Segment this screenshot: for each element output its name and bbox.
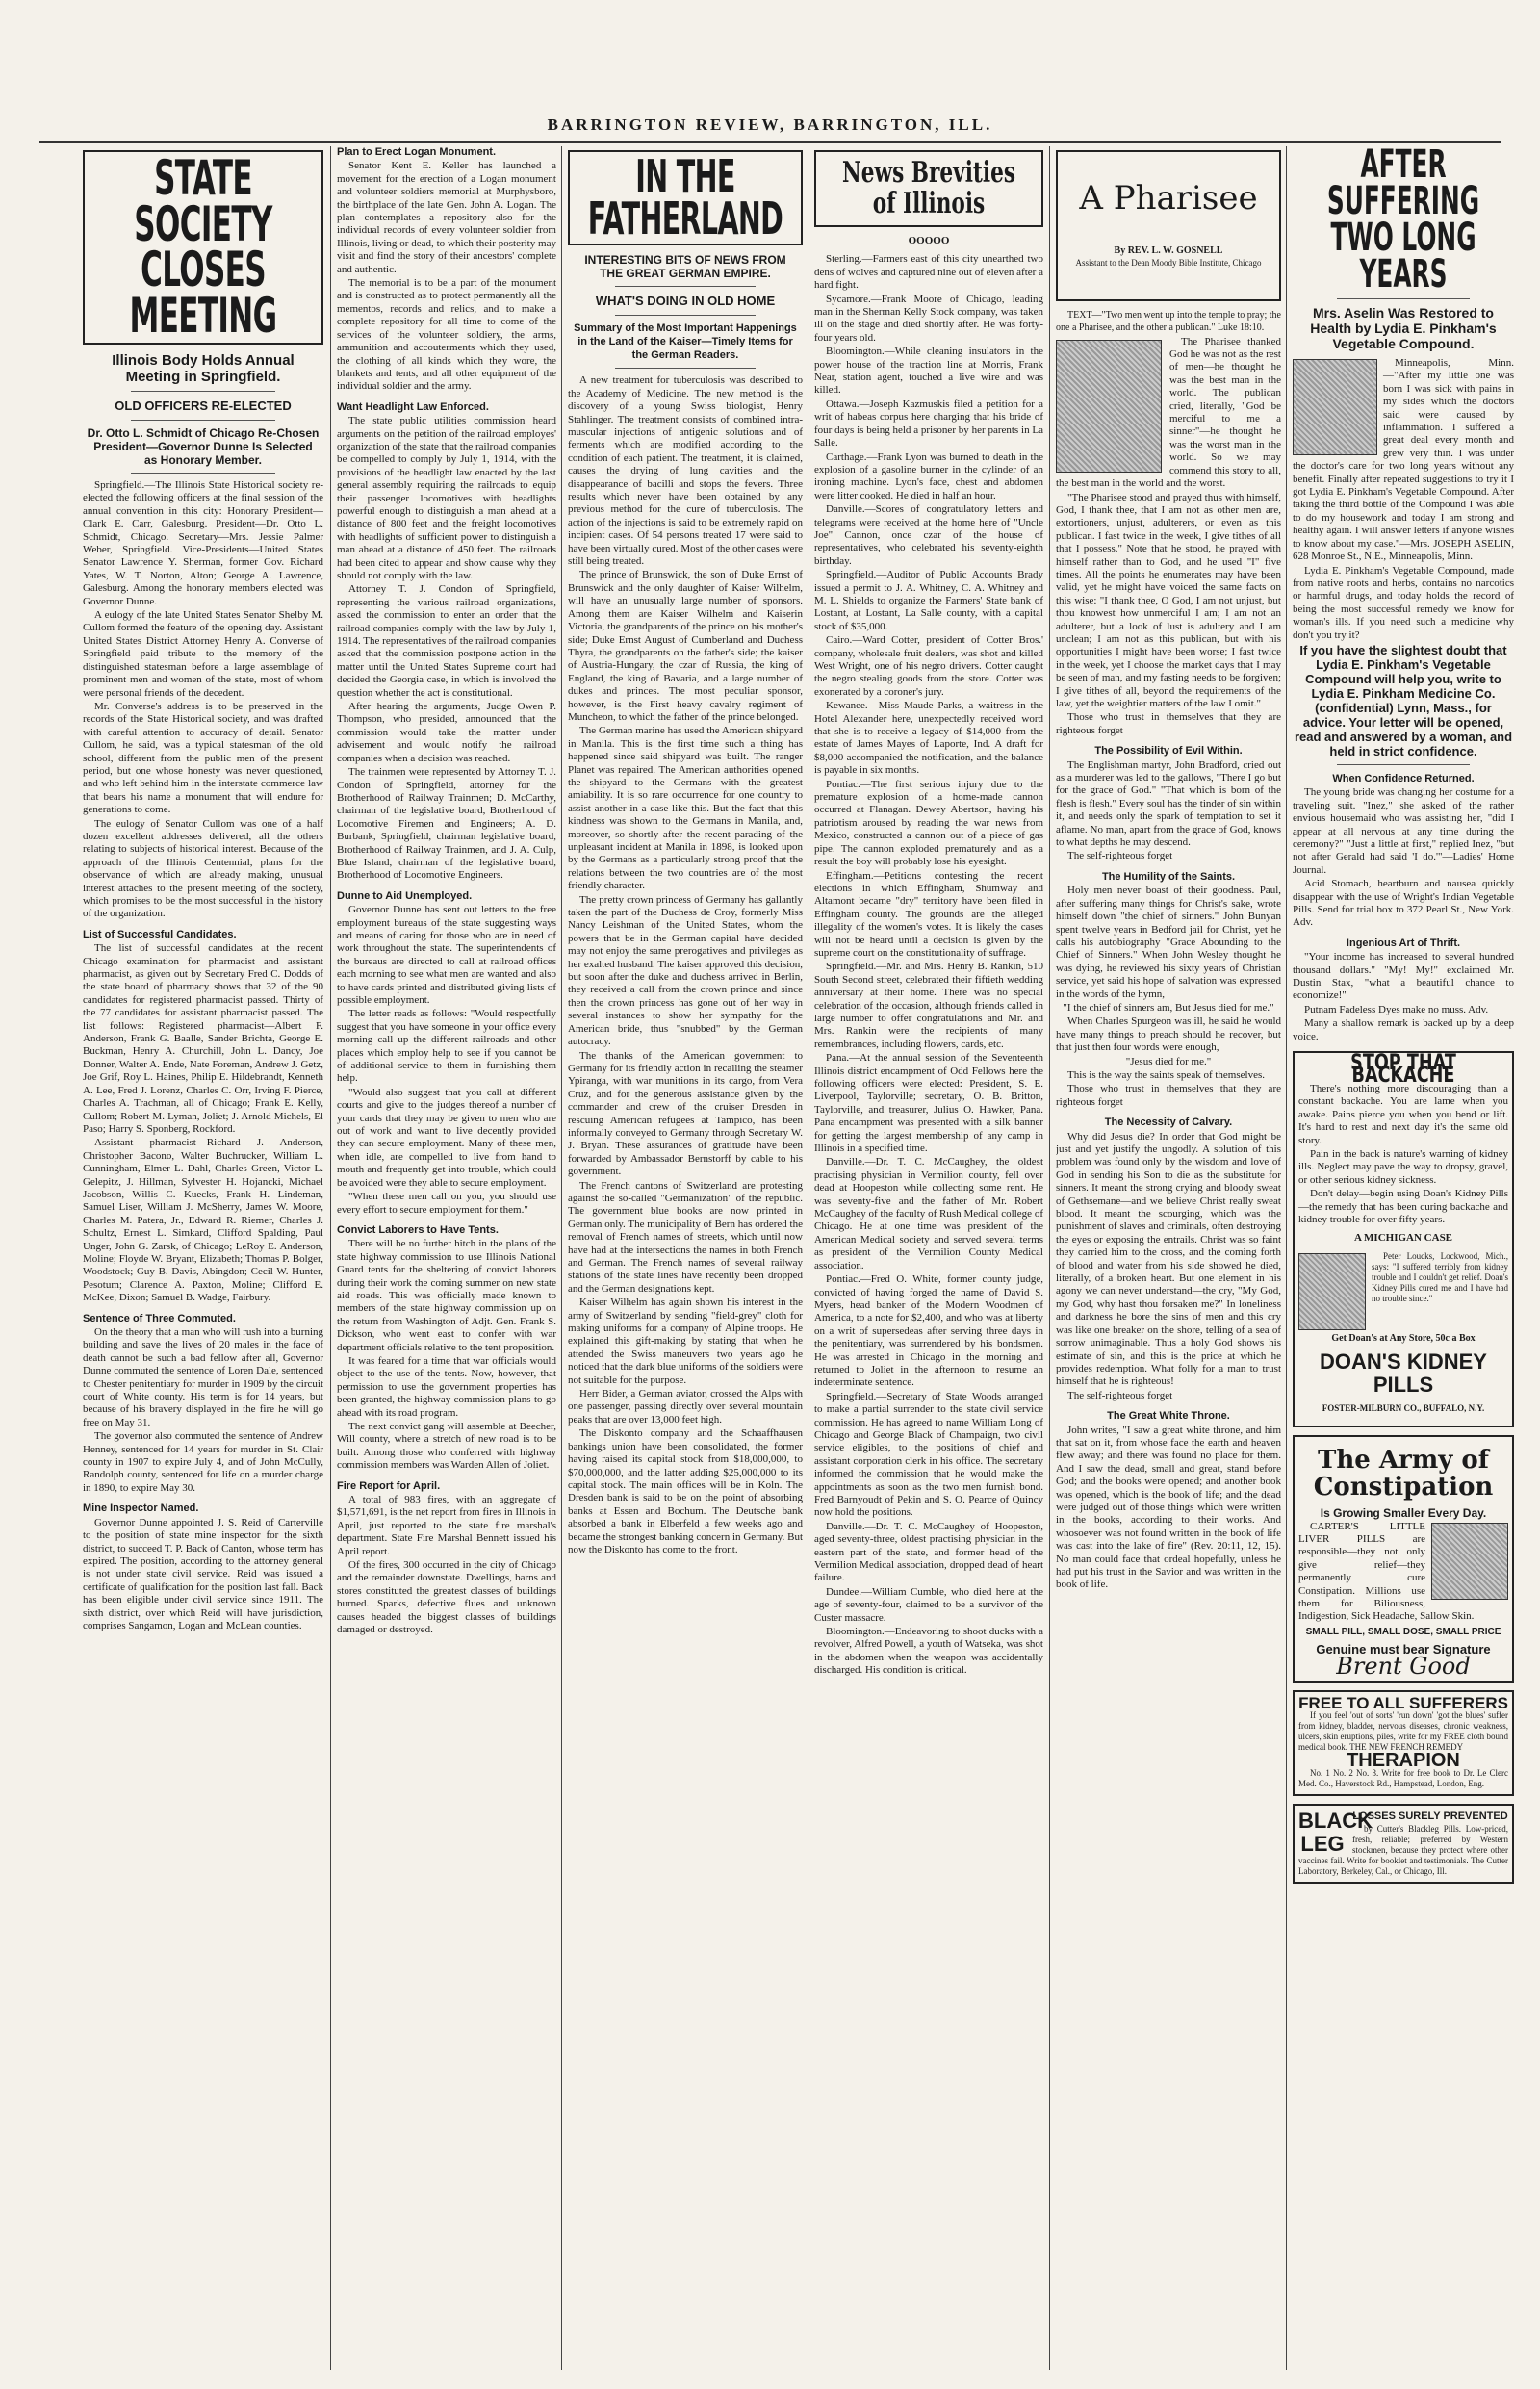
paragraph: Springfield.—Auditor of Public Accounts Brady issued a permit to J. A. Whitney, C. A. Whitney and M. L. Shields to organize the Farmers' State bank of Lostant, at Lostant, La Salle county, with a capital stock of $35,000. (814, 569, 1043, 632)
paragraph: No. 1 No. 2 No. 3. Write for free book to Dr. Le Clerc Med. Co., Haverstock Rd., Hampstead, London, Eng. (1298, 1768, 1508, 1789)
paragraph: Herr Bider, a German aviator, crossed the Alps with one passenger, passing directly over several mountain peaks that are over 13,000 feet high. (568, 1388, 803, 1426)
paragraph: After hearing the arguments, Judge Owen P. Thompson, who presided, announced that the commission would take the matter under advisement and would notify the railroad companies when a decision was reached. (337, 701, 556, 764)
quote: "I the chief of sinners am, But Jesus died for me." (1063, 1001, 1274, 1014)
divider (131, 391, 275, 392)
ad-bold-text: Genuine must bear Signature (1316, 1641, 1491, 1657)
paragraph: The German marine has used the American shipyard in Manila. This is the first time such a thing has happened since said shipyard was built. The ranger Planet was repaired. The American authorities opened the shipyard to the Germans with the greatest amiability. It is so rare occurrence for one country to assist another in a case like this. But the fact that this kindness was shown to the Germans in Manila, and, moreover, so shortly after the recent parading of the unpleasant incident at Manila in 1898, is looked upon by the Germans as a particularly strong proof that the relations between the two countries are of the most friendly character. (568, 725, 803, 892)
paragraph: The Pharisee thanked God he was not as the rest of men—he thought he was the best man in the world. The publican cried, literally, "God be merciful to me a sinner"—he thought he was the worst man in the world. So we may commend this story to all, the best man in the world and the worst. (1056, 335, 1281, 490)
paragraph: The state public utilities commission heard arguments on the petition of the railroad employes' organization of the state that the railroad companies be compelled to comply by July 1, 1914, with the provisions of the headlight law enacted by the last general assembly requiring the railroads to equip their passenger locomotives with headlights powerful enough to distinguish a man ahead at a distance of 800 feet and the freight locomotives with headlights of sufficient power to distinguish a man ahead at a distance of 450 feet. The railroads had been cited to appear and show cause why they should not comply with the law. (337, 415, 556, 581)
paragraph: Danville.—Dr. T. C. McCaughey of Hoopeston, aged seventy-three, oldest practising physician in the eastern part of the state, and former head of the Vermilion Medical association, dropped dead of heart failure. (814, 1520, 1043, 1584)
byline: By REV. L. W. GOSNELL (1114, 245, 1223, 256)
paragraph: Springfield.—Secretary of State Woods arranged to make a partial surrender to the state civil service commission. He has agreed to name William Long of Chicago and George Black of Champaign, two civil service eligibles, to the positions of chief and assistant corporation clerk in his office. The secretary informed the commission that he would make the appointments as soon as the two men furnish bond. Fred Barnyoudt of Pekin and S. O. Pearce of Quincy now hold the positions. (814, 1390, 1043, 1519)
paragraph: Kaiser Wilhelm has again shown his interest in the army of Switzerland by sending "field-grey" cloth for making uniforms for a company of Alpine troops. He explained this gift-making by stating that when he attended the Swiss maneuvers two years ago he noticed that the dark blue uniforms of the soldiers were not suitable for the purpose. (568, 1297, 803, 1386)
masthead: BARRINGTON REVIEW, BARRINGTON, ILL. (547, 116, 993, 134)
divider (615, 315, 756, 316)
deck: INTERESTING BITS OF NEWS FROM THE GREAT GERMAN EMPIRE. (584, 253, 786, 281)
ad-doans (1293, 1051, 1514, 1427)
column-rule (330, 146, 331, 2370)
paragraph: "Would also suggest that you call at different courts and give to the judges thereof a number of your cards that they may be given to men who are out of work and want to live decently provided they can secure employment. Many of these men, when idle, are compelled to live from hand to mouth and frequently get into trouble, which could be avoided were they able to secure employment. (337, 1086, 556, 1189)
text-verse: TEXT—"Two men went up into the temple to pray; the one a Pharisee, and the other a publican." Luke 18:10. (1056, 309, 1281, 334)
paragraph: The Diskonto company and the Schaaffhausen bankings union have been consolidated, the former having raised its capital stock from $18,000,000, to $70,000,000, and the latter adding $25,000,000 to its capital stock. The main offices will be in Koln. The Dresden bank is said to be on the point of absorbing banks at Essen and Bochum. The Deutsche bank absorbed a bank in Elberfeld a few weeks ago and became the strongest banking concern in Germany. But now the Diskonto has come to the front. (568, 1427, 803, 1555)
divider (1337, 298, 1470, 299)
subhead: The Great White Throne. (1107, 1410, 1230, 1423)
ornament: OOOOO (908, 235, 950, 246)
divider (615, 368, 756, 369)
ad-footer: FOSTER-MILBURN CO., BUFFALO, N.Y. (1322, 1403, 1485, 1414)
subhead: Fire Report for April. (337, 1479, 441, 1492)
paragraph: Many a shallow remark is backed up by a deep voice. (1293, 1017, 1514, 1042)
paragraph: If you feel 'out of sorts' 'run down' 'got the blues' suffer from kidney, bladder, nervous diseases, chronic weakness, ulcers, skin eruptions, piles, write for my FREE cloth bound medical book. THE NEW FRENCH REMEDY (1298, 1710, 1508, 1753)
deck: Illinois Body Holds Annual Meeting in Springfield. (112, 352, 295, 385)
headline-box (83, 150, 323, 345)
column-advertisements (1293, 146, 1514, 2370)
headline-news-brevities: News Brevities of Illinois (842, 156, 1015, 220)
deck: Summary of the Most Important Happenings in the Land of the Kaiser—Timely Items for the German Readers. (574, 322, 797, 362)
paragraph: Carthage.—Frank Lyon was burned to death in the explosion of a gasoline burner in the cylinder of an ironing machine. Lyon's face, chest and abdomen were litter cooked. He died in half an hour. (814, 450, 1043, 501)
paragraph: Dundee.—William Cumble, who died here at the age of seventy-four, claimed to be a survivor of the Custer massacre. (814, 1585, 1043, 1624)
divider (131, 420, 275, 421)
paragraph: Sterling.—Farmers east of this city unearthed two dens of wolves and captured nine out of eleven after a hard fight. (814, 253, 1043, 292)
deck: WHAT'S DOING IN OLD HOME (595, 294, 776, 309)
paragraph: Holy men never boast of their goodness. Paul, after suffering many things for Christ's sake, wrote himself down "the chief of sinners." John Bunyan spent twelve years in Bedford jail for Christ, yet he calls his autobiography "Grace Abounding to the Chief of Sinners." When John Wesley thought he was dying, he reviewed his sixty years of Christian service, yet said his hope of salvation was expressed in the words of the hymn, (1056, 885, 1281, 1000)
ad-brand-doans: DOAN'S KIDNEY PILLS (1320, 1349, 1487, 1398)
subhead: Dunne to Aid Unemployed. (337, 889, 473, 902)
byline-affiliation: Assistant to the Dean Moody Bible Institute, Chicago (1075, 258, 1262, 269)
paragraph: The list of successful candidates at the recent Chicago examination for pharmacist and assistant pharmacist, as given out by Secretary Fred C. Dodds of the state board of pharmacy shows that 32 of the 90 candidates for registered pharmacist passed. Thirty of the 77 candidates for assistant pharmacist passed. The list follows: Registered pharmacist—Albert F. Anderson, Frank G. Baalle, Sander Brichta, George E. Buckman, Henry A. Churchill, John L. Dancy, Joe Donner, Walter A. Ende, Nate Foreman, Andrew J. Getz, Joe Grif, Roy L. Haines, Philip E. Hildebrandt, Kenneth A. Lee, Fred J. Lorenz, Charles C. Orr, Irving F. Pierce, Charles A. Trachman, all of Chicago; Frank E. Kelly, Cullom; Robert M. Lyman, Joliet; J. Arnold Michels, El Paso; Harry S. Sponberg, Rockford. (83, 942, 323, 1135)
paragraph: The self-righteous forget (1067, 850, 1173, 862)
paragraph: "When these men call on you, you should use every effort to secure employment for them." (337, 1191, 556, 1216)
paragraph: Bloomington.—While cleaning insulators in the power house of the traction line at Morris, Frank Near, station agent, touched a live wire and was killed. (814, 346, 1043, 397)
paragraph: When Charles Spurgeon was ill, he said he would have many things to preach should he recover, but that just then four words were enough, (1056, 1015, 1281, 1054)
paragraph: Don't delay—begin using Doan's Kidney Pills—the remedy that has been curing backache and kidney trouble for over fifty years. (1298, 1188, 1508, 1225)
paragraph: The prince of Brunswick, the son of Duke Ernst of Brunswick and the only daughter of Kaiser Wilhelm, will have an unusually large number of sponsors. Among them are Kaiser Wilhelm and Kaiserin Victoria, the grandparents of the prince on his mother's side; Duke Ernst August of Cumberland and Duchess Thyra, the grandparents on the father's side; the kaiser of Austria-Hungary, the czar of Russia, the king of England, the king of Bavaria, and a large number of dukes and princes. The most peculiar sponsor, however, is the First heavy cavalry regiment of Muncheon, to which the father of the prince belonged. (568, 569, 803, 723)
subhead: Mine Inspector Named. (83, 1503, 199, 1515)
paragraph: The Englishman martyr, John Bradford, cried out as a murderer was led to the gallows, "There I go but for the grace of God." "That which is born of the flesh is flesh." Every soul has the tinder of sin within it, and needs only the spark of temptation to set it aflame. No man, apart from the grace of God, knows to what depths he may descend. (1056, 758, 1281, 849)
paragraph: Effingham.—Petitions contesting the recent elections in which Effingham, Shumway and Altamont became "dry" territory have been filed in Effingham county. The grounds are the alleged illegality of the women's votes. It is likely the cases will not be heard until a decision is given by the supreme court on the constitutionality of suffrage. (814, 869, 1043, 959)
ad-headline-army: The Army of Constipation (1313, 1445, 1494, 1502)
ad-carters (1293, 1435, 1514, 1683)
column-sermon (1056, 146, 1281, 2370)
ad-bold-text: If you have the slightest doubt that Lydia E. Pinkham's Vegetable Compound will help you, write to Lydia E. Pinkham Medicine Co. (confidential) Lynn, Mass., for advice. Your letter will be opened, read and answered by a woman, and held in strict confidence. (1294, 642, 1513, 758)
subhead: Plan to Erect Logan Monument. (337, 146, 497, 158)
paragraph: Peter Loucks, Lockwood, Mich., says: "I suffered terribly from kidney trouble and I couldn't get relief. Doan's Kidney Pills cured me and I have had no trouble since." (1372, 1250, 1508, 1303)
paragraph: Of the fires, 300 occurred in the city of Chicago and the remainder downstate. Dwellings, barns and stores constituted the greatest classes of buildings burned. Sparks, defective flues and unknown causes headed the biggest classes of buildings damaged or destroyed. (337, 1559, 556, 1636)
deck: OLD OFFICERS RE-ELECTED (115, 398, 292, 413)
divider (131, 473, 275, 474)
paragraph: Pain in the back is nature's warning of kidney ills. Neglect may pave the way to dropsy, gravel, or other serious kidney sickness. (1298, 1147, 1508, 1186)
paragraph: The young bride was changing her costume for a traveling suit. "Inez," she asked of the rather envious housemaid who was assisting her, "did I appear at all nervous at any time during the ceremony?" "Just a little at first," replied Inez, "but not after Gerald had said 'I do.'"—Ladies' Home Journal. (1293, 786, 1514, 876)
ad-headline-backache: STOP THAT BACKACHE (1350, 1051, 1456, 1089)
paragraph: CARTER'S LITTLE LIVER PILLS are responsible—they not only give relief—they permanently cure Constipation. Millions use them for Biliousness, Indigestion, Sick Headache, Sallow Skin. (1298, 1520, 1475, 1623)
paragraph: Cairo.—Ward Cotter, president of Cotter Bros.' company, wholesale fruit dealers, was shot and killed West Wright, one of his negro drivers. Cotter caught the negro stealing goods from the store. Cotter was exonerated by a coroner's jury. (814, 634, 1043, 698)
paragraph: Putnam Fadeless Dyes make no muss. Adv. (1304, 1003, 1489, 1015)
headline-fatherland: IN THE FATHERLAND (587, 150, 783, 244)
paragraph: Springfield.—Mr. and Mrs. Henry B. Rankin, 510 South Second street, celebrated their fiftieth wedding anniversary at their home. There was no special celebration of the occasion, although friends called in large number to offer congratulations and Mr. and Mrs. Rankin were the recipients of many remembrances, including flowers, cards, etc. (814, 961, 1043, 1050)
paragraph: The thanks of the American government to Germany for its friendly action in recalling the steamer Ypiranga, with war munitions in its cargo, from Vera Cruz, and for the generous assistance given by the commander and crew of the cruiser Dresden in rescuing American refugees at Tampico, has been informally conveyed to Germany through Secretary W. J. Bryan. These assurances of gratitude have been forwarded by Ambassador Bernstorff by cable to his government. (568, 1049, 803, 1178)
column-rule (1049, 146, 1050, 2370)
ad-illustration (1431, 1523, 1508, 1600)
subhead: Ingenious Art of Thrift. (1346, 937, 1461, 949)
paragraph: The French cantons of Switzerland are protesting against the so-called "Germanization" of the republic. The government blue books are now printed in German only. The municipality of Bern has ordered the removal of French names of streets, which until now have had at the intersections the names in both French and German. The French names of several railway stations of the state lines have recently been dropped and the German designations kept. (568, 1179, 803, 1295)
paragraph: Danville.—Dr. T. C. McCaughey, the oldest practising physician in Vermilion county, fell over dead at Hoopeston while collecting some rent. He was seventy-five and the father of Mr. Robert McCaughey of the faculty of Rush Medical college of Chicago. He at one time was president of the American Medical society and served several terms as president of the Vermilion County Medical association. (814, 1156, 1043, 1272)
paragraph: "Your income has increased to several hundred thousand dollars." "My! My!" exclaimed Mr. Dustin Stax, "what a beautiful chance to economize!" (1293, 951, 1514, 1002)
subhead: Want Headlight Law Enforced. (337, 400, 489, 413)
paragraph: The self-righteous forget (1067, 1389, 1173, 1401)
paragraph: Those who trust in themselves that they are righteous forget (1056, 1083, 1281, 1108)
paragraph: Pontiac.—The first serious injury due to the premature explosion of a home-made cannon occurred at Flanagan. Dewey Abertson, having his patriotism aroused by reading the war news from Mexico, constructed a cannon out of a piece of gas pipe. The cannon exploded prematurely and as a result the boy will probably lose his eyesight. (814, 778, 1043, 868)
divider (1337, 764, 1470, 765)
paragraph: Acid Stomach, heartburn and nausea quickly disappear with the use of Wright's Indian Vegetable Pills. Send for trial box to 372 Pearl St., New York. Adv. (1293, 878, 1514, 929)
headline-state-society: STATE SOCIETY CLOSES MEETING (129, 150, 277, 344)
paragraph: A total of 983 fires, with an aggregate of $1,571,691, is the net report from fires in Illinois in April, just reported to the state fire marshal's department. State Fire Marshal Bennett issued his April report. (337, 1494, 556, 1557)
masthead-rule (38, 141, 1502, 143)
paragraph: Sycamore.—Frank Moore of Chicago, leading man in the Sherman Kelly Stock company, was taken ill on the stage and died shortly after. He was forty-four years old. (814, 293, 1043, 344)
column-rule (1286, 146, 1287, 2370)
ad-subhead: LOSSES SURELY PREVENTED (1352, 1811, 1508, 1823)
paragraph: The pretty crown princess of Germany has gallantly taken the part of the Duchess de Croy, formerly Miss Nancy Leishman of the United States, whom the powers that be in the German capital have decided may not enjoy the same prerogatives and privileges as her exalted husband. The kaiser approved this decision, but soon after the duke and duchess arrived in Berlin, they received a call from the crown prince and since then the crown princess has gone out of her way in several instances to show her sympathy for the American bride, thus "snubbed" by the German autocracy. (568, 893, 803, 1048)
paragraph: The next convict gang will assemble at Beecher, Will county, where a stretch of new road is to be built. Among those who conferred with highway commission members was Warden Allen of Joliet. (337, 1421, 556, 1472)
headline-box (814, 150, 1043, 227)
paragraph: There's nothing more discouraging than a constant backache. You are lame when you awake. Pains pierce you when you bend or lift. It's hard to rest and next day it's the same old story. (1298, 1082, 1508, 1146)
ad-signature: Brent Good (1336, 1652, 1471, 1680)
paragraph: Governor Dunne has sent out letters to the free employment bureaus of the state suggesting ways and means of caring for those who are in need of work throughout the state. The superintendents of the bureaus are directed to call at railroad offices each morning to see what men are wanted and also to have cards printed and distributed giving lists of possible employment. (337, 904, 556, 1006)
paragraph: The governor also commuted the sentence of Andrew Henney, sentenced for 14 years for murder in St. Clair county in 1907 to expire July 4, and of John McCully, Randolph county, sentenced for life on a murder charge in 1890, to expire May 30. (83, 1430, 323, 1494)
paragraph: Governor Dunne appointed J. S. Reid of Carterville to the position of state mine inspector for the sixth district, to succeed T. P. Back of Canton, whose term has expired. The position, according to the attorney general is not under state civil service. Reid was issued a certificate of qualification for the position last fall. Back has been eligible under civil service since 1911. The sixth district, over which Reid will have jurisdiction, comprises Sangamon, Logan and McLean counties. (83, 1516, 323, 1631)
column-fatherland (568, 146, 803, 2370)
portrait-photo (1293, 359, 1377, 455)
column-state-society (83, 146, 323, 2370)
ad-case-title: A MICHIGAN CASE (1353, 1232, 1453, 1245)
column-state-news (337, 146, 556, 2370)
paragraph: Minneapolis, Minn.—"After my little one was born I was sick with pains in my sides which the doctors said were caused by inflammation. I suffered a great deal every month and grew very thin. I was under the doctor's care for two long years without any benefit. Finally after repeated suggestions to try it I got Lydia E. Pinkham's Vegetable Compound. After taking the third bottle of the Compound I was able to do my housework and today I am strong and healthy again. I will answer letters if anyone wishes to know about my case."—Mrs. JOSEPH ASELIN, 628 Monroe St., N.E., Minneapolis, Minn. (1293, 357, 1514, 563)
ad-illustration (1298, 1253, 1366, 1330)
subhead: List of Successful Candidates. (83, 928, 237, 940)
paragraph: Springfield.—The Illinois State Historical society re-elected the following officers at the final session of the annual convention in this city: Honorary President—Clark E. Carr, Galesburg. President—Dr. Otto L. Schmidt, Chicago. Secretary—Mrs. Jessie Palmer Weber, Springfield. Vice-Presidents—United States Senator Lawrence Y. Sherman, former Gov. Richard Yates, W. T. Norton, Alton; George A. Lawrence, Galesburg. Among the honorary members elected was Governor Dunne. (83, 479, 323, 607)
paragraph: Senator Kent E. Keller has launched a movement for the erection of a Logan monument and volunteer soldiers memorial at Murphysboro, the birthplace of the late Gen. John A. Logan. The plan contemplates a repository also for the individual records of every volunteer soldier from Illinois, living or dead, to which their posterity may visit and find the story of their ancestors' complete and authentic. (337, 160, 556, 275)
paragraph: Pana.—At the annual session of the Seventeenth Illinois district encampment of Odd Fellows here the following officers were elected: President, S. E. Liverpool, Taylorville; secretary, O. B. Britton, Taylorville, and treasurer, Julius O. Hawker, Pana. Pana encampment was presented with a silk banner for getting the largest membership of any camp in Illinois in a specified time. (814, 1052, 1043, 1155)
headline-pharisee: A Pharisee (1079, 179, 1258, 218)
quote: "Jesus died for me." (1125, 1055, 1212, 1067)
paragraph: Bloomington.—Endeavoring to shoot ducks with a revolver, Alfred Powell, a youth of Watseka, was shot in the abdomen when the weapon was accidentally discharged. His condition is critical. (814, 1626, 1043, 1677)
paragraph: Kewanee.—Miss Maude Parks, a waitress in the Hotel Alexander here, unexpectedly received word that she is to receive a legacy of $14,000 from the estate of James Mayes of Laporte, Ind. A draft for $8,000 accompanied the notification, and the balance is payable in six months. (814, 700, 1043, 777)
paragraph: There will be no further hitch in the plans of the state highway commission to use Illinois National Guard tents for the sheltering of convict laborers during their work the coming summer on new state aid roads. This was officially made known to members of the state highway commission up on the return from Washington of Adjt. Gen. Frank S. Dickson, who went east to confer with war department officials relative to the tent proposition. (337, 1238, 556, 1353)
paragraph: The letter reads as follows: "Would respectfully suggest that you have someone in your office every morning call up the different railroads and other places which employ help to see if you cannot be of additional service to them in furnishing them help. (337, 1008, 556, 1085)
paragraph: Attorney T. J. Condon of Springfield, representing the various railroad organizations, asked the commission to enter an order that the railroad companies comply with the law by July 1, 1914. The representatives of the railroad companies asked that the commission postpone action in the matter until the United States Supreme court had decided the Georgia case, in which is involved the question whether the act is constitutional. (337, 583, 556, 699)
paragraph: Those who trust in themselves that they are righteous forget (1056, 711, 1281, 736)
paragraph: John writes, "I saw a great white throne, and him that sat on it, from whose face the earth and heaven flew away; and there was found no place for them. And I saw the dead, small and great, stand before God; and the books were opened; and another book was opened, which is the book of life; and the dead were judged out of those things which were written in the books, according to their works. And whosoever was not found written in the book of life was cast into the lake of fire" (Rev. 20:11, 12, 15). No man could face that ordeal hopefully, unless he had put his trust in the Savior and was written in the book of life. (1056, 1424, 1281, 1591)
subhead: When Confidence Returned. (1332, 772, 1475, 784)
subhead: Convict Laborers to Have Tents. (337, 1223, 499, 1236)
ad-therapion (1293, 1690, 1514, 1796)
paragraph: Why did Jesus die? In order that God might be just and yet justify the ungodly. A solution of this problem was found only by the wisdom and love of God in sending his Son to die as the substitute for sinners. It meant the strong crying and bloody sweat of Gethsemane—and we believe Christ really sweat blood. It meant the scourging, which was the punishment of slaves and criminals, often destroying the eyes or exposing the entrails. Christ was so faint they carried him to the cross, and the coming forth of blood and water from his side showed he died, literally, of a broken heart. But one element in his agony we can never understand—the cry, "My God, my God, why hast thou forsaken me?" In loneliness and darkness he bore the sins of men and this cry was like one breaker on the shore, telling of a sea of sorrow unimaginable. Thus a holy God shows his estimate of sin, and this is the price at which he provides redemption. What folly for a man to trust himself that he is righteous! (1056, 1130, 1281, 1388)
subhead: The Humility of the Saints. (1101, 870, 1236, 883)
subhead: The Possibility of Evil Within. (1094, 745, 1243, 758)
paragraph: The eulogy of Senator Cullom was one of a half dozen excellent addresses delivered, all the others relating to subjects of historical interest. Because of the approach of the Illinois Centennial, plans for the observance of which are already making, unusual interest attaches to the present meeting of the society, which promises to be the most successful in the history of the organization. (83, 817, 323, 920)
subhead: The Necessity of Calvary. (1104, 1117, 1233, 1129)
headline-box (568, 150, 803, 245)
ad-headline-blackleg: BLACK LEG (1298, 1809, 1373, 1857)
column-news-brevities (814, 146, 1043, 2370)
paragraph: A eulogy of the late United States Senator Shelby M. Cullom formed the feature of the opening day. Assistant United States District Attorney Henry A. Converse of Springfield paid tribute to the memory of the distinguished statesman before a large assemblage of prominent men and women of the state, most of whom were personal friends of the decedent. (83, 609, 323, 699)
paragraph: Danville.—Scores of congratulatory letters and telegrams were received at the home here of "Uncle Joe" Cannon, once czar of the house of representatives, who celebrated his seventy-eighth birthday. (814, 503, 1043, 567)
deck: Dr. Otto L. Schmidt of Chicago Re-Chosen President—Governor Dunne Is Selected as Honorary Member. (87, 426, 320, 467)
portrait-photo (1056, 340, 1162, 473)
paragraph: Mr. Converse's address is to be preserved in the records of the State Historical society, and was drafted with careful attention to accuracy of detail. Senator Cullom, he said, was a typical statesman of the old school, different from the public men of the present period, but one whose honesty was never questioned, and who left behind him in the interstate commerce law that bears his name a monument that will endure for generations to come. (83, 700, 323, 816)
ad-blackleg (1293, 1804, 1514, 1884)
divider (615, 286, 756, 287)
ad-brand-therapion: THERAPION (1347, 1750, 1460, 1772)
ad-headline-free: FREE TO ALL SUFFERERS (1298, 1694, 1508, 1713)
paragraph: by Cutter's Blackleg Pills. Low-priced, fresh, reliable; preferred by Western stockmen, because they protect where other vaccines fail. Write for booklet and testimonials. The Cutter Laboratory, Berkeley, Cal., or Chicago, Ill. (1298, 1824, 1508, 1877)
column-rule (561, 146, 562, 2370)
paragraph: On the theory that a man who will rush into a burning building and save the lives of 20 males in the face of death cannot be such a bad fellow after all, Governor Dunne commuted the sentence of Loren Dale, sentenced to Chester penitentiary for murder in 1909 by the circuit court of White county. His term is for 14 years, but because of his bravery displayed in the fire he will go free on May 31. (83, 1326, 323, 1428)
ad-headline-after-suffering: AFTER SUFFERING TWO LONG YEARS (1326, 146, 1480, 296)
paragraph: The trainmen were represented by Attorney T. J. Condon of Springfield, attorney for the Brotherhood of Railway Trainmen; D. McCarthy, chairman of the legislative board, Brotherhood of Locomotive Firemen and Engineers; A. D. Burbank, Springfield, chairman legislative board, Brotherhood of Railway Trainmen, and J. A. Culp, Blue Island, chairman of the legislative board, Brotherhood of Locomotive Engineers. (337, 766, 556, 882)
paragraph: Pontiac.—Fred O. White, former county judge, convicted of having forged the name of David S. Myers, head banker of the Modern Woodmen of America, to a note for $2,400, and who was at liberty on a writ of supersedeas after serving three days in the penitentiary, was surrendered by his bondsmen. He was arrested in Chicago in the morning and returned to Joliet in the afternoon to resume an indeterminate sentence. (814, 1273, 1043, 1389)
headline-box (1056, 150, 1281, 301)
ad-footer: Get Doan's at Any Store, 50c a Box (1331, 1332, 1476, 1344)
paragraph: Lydia E. Pinkham's Vegetable Compound, made from native roots and herbs, contains no narcotics or harmful drugs, and today holds the record of being the most successful remedy we know for woman's ills. If you need such a medicine why don't you try it? (1293, 564, 1514, 641)
ad-bold-text: SMALL PILL, SMALL DOSE, SMALL PRICE (1305, 1626, 1502, 1637)
paragraph: A new treatment for tuberculosis was described to the Academy of Medicine. The new method is the discovery of a young Swiss biologist, Henry Stahlinger. The treatment consists of combined intra-muscular injections of antigenic solutions and of ferments which are modified according to the condition of each patient. The treatment, it is claimed, causes the drying of lung cavities and the disappearance of bacilli and stops the fevers. Three results which never have been obtained by any previous method for the cure of tuberculosis. The action of the injections is said to be extremely rapid on incipient cases. Of 54 persons treated 17 were said to have been virtually cured. Most of the other cases were still being treated. (568, 374, 803, 568)
paragraph: "The Pharisee stood and prayed thus with himself, God, I thank thee, that I am not as other men are, extortioners, unjust, adulterers, or even as this publican. I fast twice in the week, I give tithes of all that I possess." Note that he stood, he prayed with himself rather than to God, and he used "I" five times. All the points he enumerates may have been valid, yet he might have voiced the same facts on this wise: "I thank thee, O God, I am not unjust, but thou knowest how unmerciful I am; I am not an adulterer, but a look of lust is adultery and I am unclean; I am not as this publican, but with his opportunities I might have been worse; I fast twice in the week, yet I choose the market days that I may be seen of man, and my fasting needs to be forgiven; I give tithes of all, beyond the requirements of the law, yet the weightier matters of the law I omit." (1056, 491, 1281, 709)
ad-subhead: Is Growing Smaller Every Day. (1320, 1505, 1487, 1520)
paragraph: Ottawa.—Joseph Kazmuskis filed a petition for a writ of habeas corpus here charging that his bride of four days is being held a prisoner by her parents in La Salle. (814, 398, 1043, 450)
paragraph: Assistant pharmacist—Richard J. Anderson, Christopher Bacono, Walter Buchrucker, William L. Cunningham, Elmer L. Dahl, Charles Green, Victor L. Gelepitz, J. Hillman, Sylvester H. Hojancki, Michael Jacobson, Willis C. Kuecks, Frank H. Lindeman, Samuel Liser, William J. McSherry, James W. Moore, Charles M. Patera, Jr., Edward R. Riemer, Charles J. Schultz, Ernest L. Simkard, Clifford Spalding, Paul Unger, John G. Zarsk, of Chicago; LeRoy E. Anderson, Moline; Floyde W. Bryant, Elizabeth; Thomas P. Bolger, Woodstock; Guy B. Davis, Abingdon; Cecil W. Hunter, Pesotum; Clarence A. Paxton, Moline; Clifford E. McKee, Dixon; Samuel B. Wadge, Fairbury. (83, 1137, 323, 1304)
ad-subhead: Mrs. Aselin Was Restored to Health by Lydia E. Pinkham's Vegetable Compound. (1310, 305, 1497, 351)
paragraph: This is the way the saints speak of themselves. (1067, 1068, 1265, 1081)
paragraph: The memorial is to be a part of the monument and is constructed as to protect permanently all the mementos, records and relics, and to make a complete repository for all time to come of the services of the volunteer soldiery, the arms, ammunition and accouterments which they used, the clothing of all kinds which they wore, the blankets and tents, and all other equipment of the individual soldier and the army. (337, 277, 556, 393)
subhead: Sentence of Three Commuted. (83, 1312, 236, 1324)
paragraph: It was feared for a time that war officials would object to the use of the tents. Now, however, that permission to use the government properties has been granted, the highway commission plans to go ahead with its road program. (337, 1354, 556, 1419)
